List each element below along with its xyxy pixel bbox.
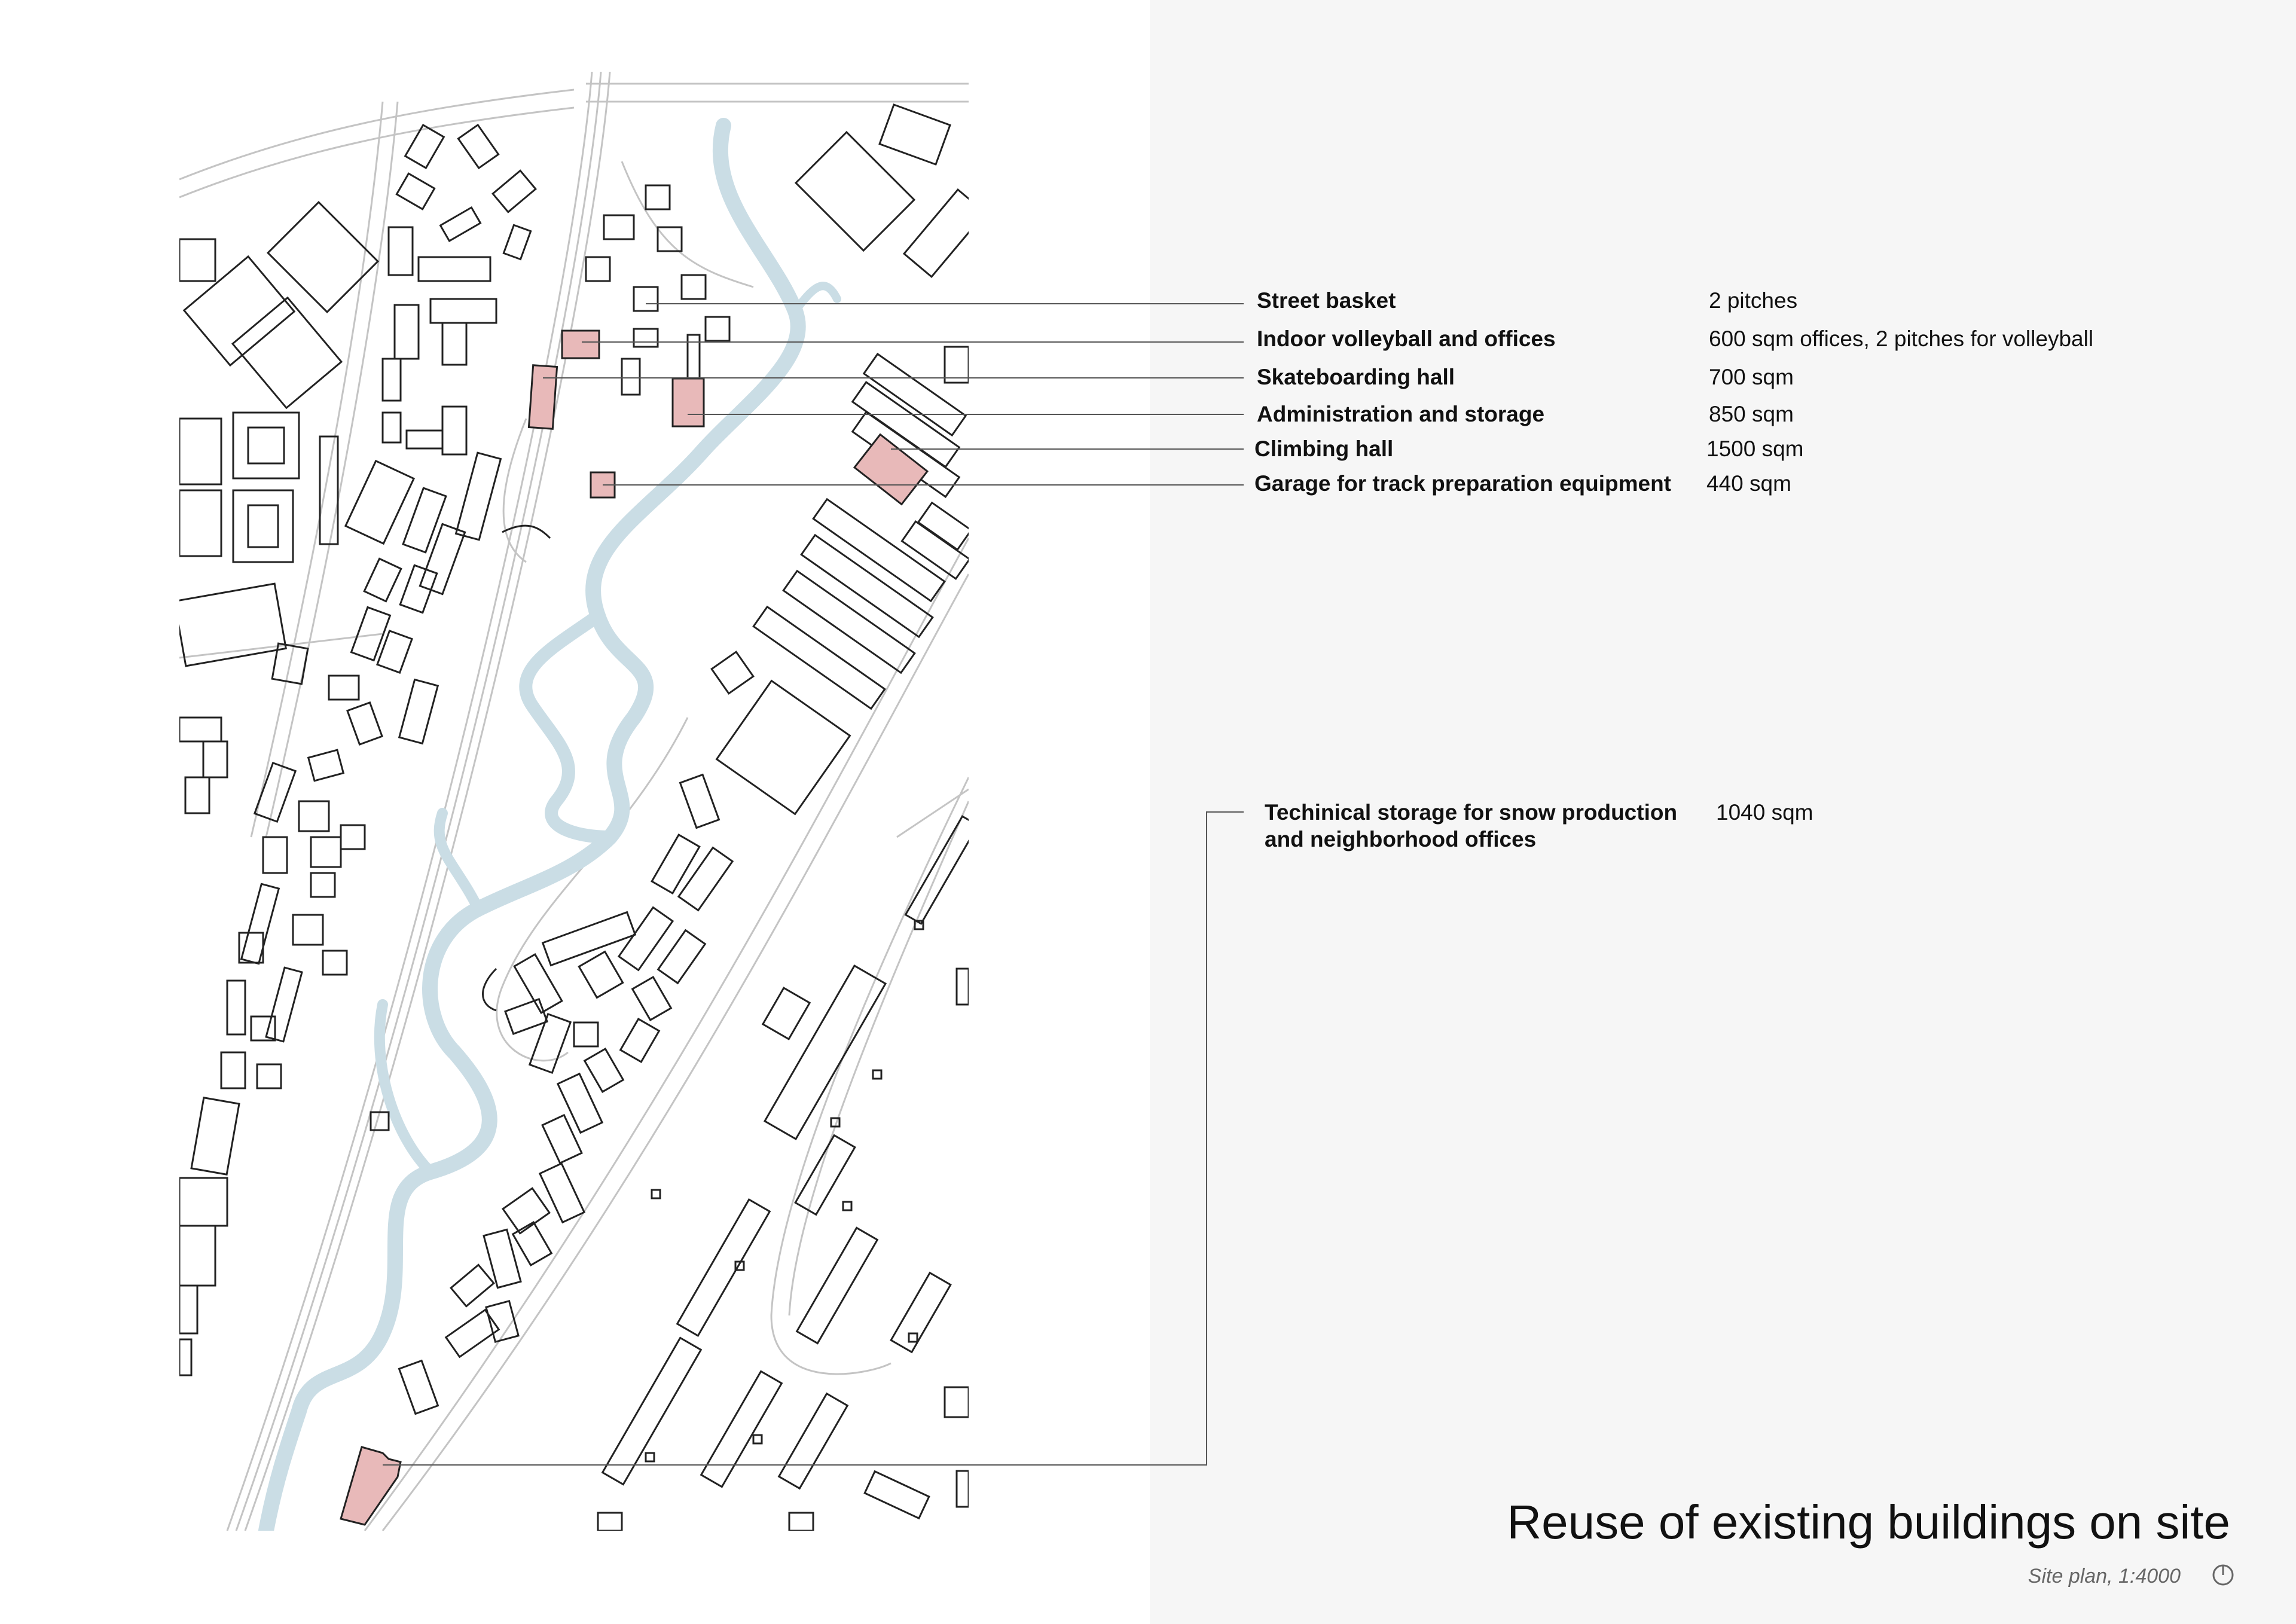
north-arrow-icon	[2211, 1563, 2235, 1587]
indoor-volleyball-building	[562, 331, 599, 358]
road-network	[179, 72, 969, 1531]
legend-value-technical-storage: 1040 sqm	[1716, 800, 1813, 825]
legend-name-street-basket: Street basket	[1257, 288, 1396, 313]
existing-buildings	[175, 105, 985, 1531]
climbing-hall-building	[854, 435, 927, 505]
legend-value-indoor-volleyball: 600 sqm offices, 2 pitches for volleyball	[1709, 326, 2094, 351]
legend-name-indoor-volleyball: Indoor volleyball and offices	[1257, 326, 1556, 351]
legend-value-street-basket: 2 pitches	[1709, 288, 1798, 313]
page-title: Reuse of existing buildings on site	[1507, 1495, 2230, 1549]
skateboarding-hall-building	[529, 365, 557, 429]
legend-value-climbing-hall: 1500 sqm	[1706, 436, 1804, 461]
legend-name-garage: Garage for track preparation equipment	[1254, 471, 1672, 496]
legend-name-technical-storage-line1: Techinical storage for snow production	[1265, 800, 1678, 825]
leader-lines	[383, 304, 1244, 1465]
legend-value-skateboarding-hall: 700 sqm	[1709, 365, 1794, 389]
legend-name-skateboarding-hall: Skateboarding hall	[1257, 365, 1455, 389]
legend-name-technical-storage-line2: and neighborhood offices	[1265, 827, 1537, 851]
technical-storage-building	[341, 1447, 401, 1525]
administration-storage-building	[673, 378, 704, 426]
legend-name-administration-storage: Administration and storage	[1257, 402, 1545, 426]
legend-name-climbing-hall: Climbing hall	[1254, 436, 1394, 461]
legend-value-garage: 440 sqm	[1706, 471, 1791, 496]
legend-value-administration-storage: 850 sqm	[1709, 402, 1794, 426]
scale-caption: Site plan, 1:4000	[2028, 1565, 2181, 1588]
